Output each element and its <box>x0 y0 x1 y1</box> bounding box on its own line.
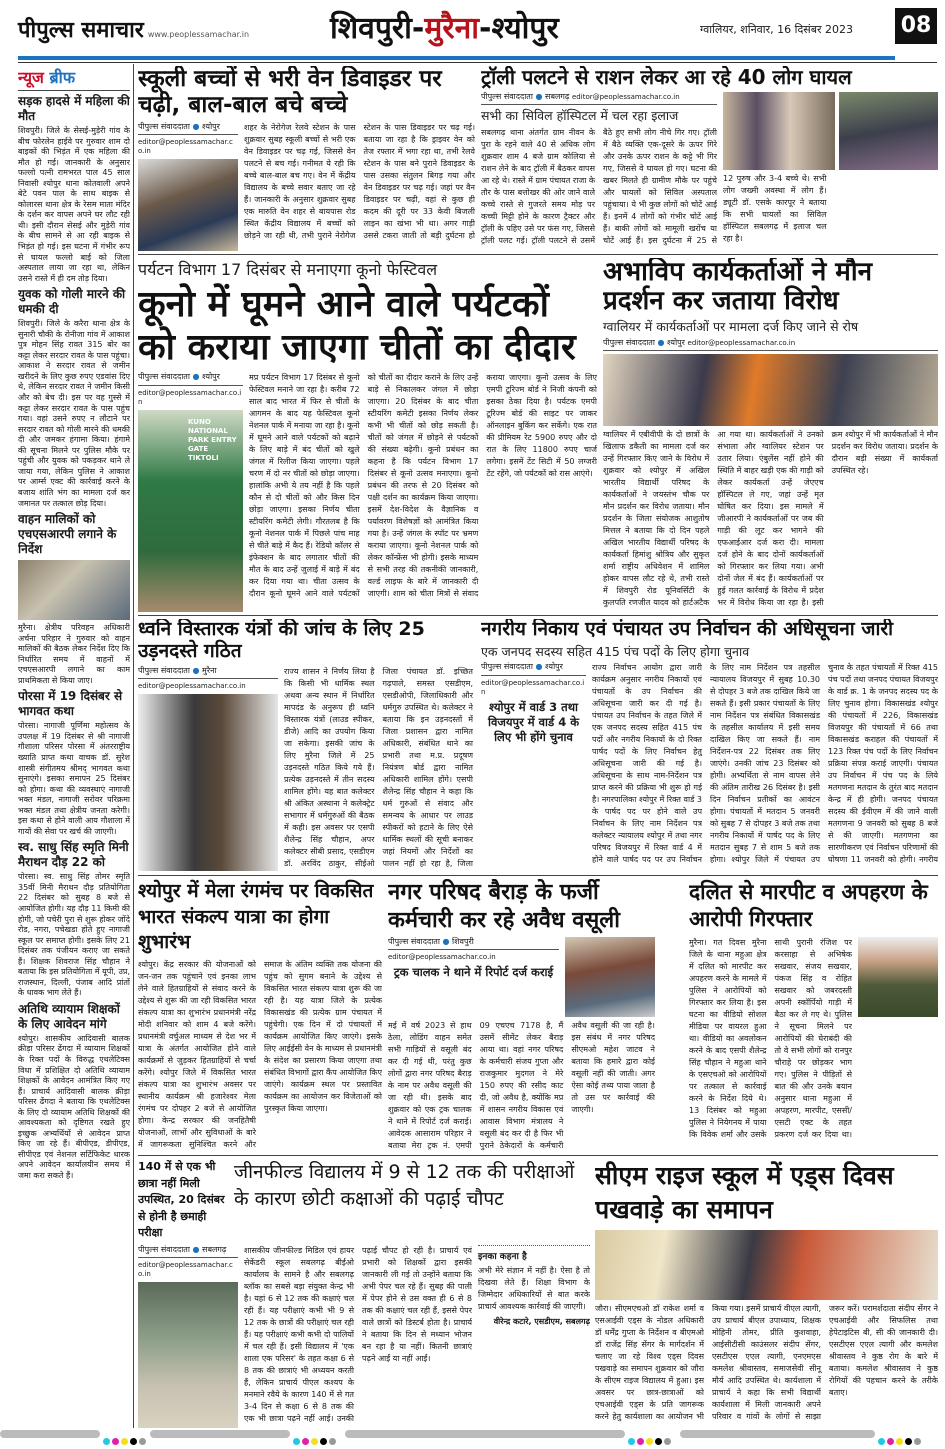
meeting-photo <box>18 560 130 620</box>
header-rule-thin <box>18 62 937 63</box>
website-url[interactable]: www.peoplessamachar.in <box>147 30 250 39</box>
story-body: जौरा। सीएमएचओ डॉ राकेश शर्मा व एसआईवी एड्स के नोडल अधिकारी डॉ धर्मेंद्र गुप्ता के निर्देशन व बीएमओ डॉ राजेंद्र सिंह सेंगर के मार्गदर्शन में चलाए जा रहे विश्व एड्स दिवस पखवाड़े का समापन शुक्रवार को जौरा के सीएम राइज विद्यालय में हुआ। इस अवसर पर छात्र-छात्राओं को एचआईवी एड्स के प्रति जागरूक करने हेतु कार्यशाला का आयोजन भी किया गया। इसमें प्राचार्य वीएल त्यागी, उप प्राचार्य बीएल उपाध्याय, शिक्षक मोहिनी तोमर, प्रीति कुशवाहा, आईसीटीसी काउंसलर संदीप सेंगर, एसटीएस एएल त्यागी, एनएमएस कमलेश श्रीवास्तव, समाजसेवी सीनू मौर्य आदि उपस्थित थे। कार्यशाला में प्राचार्य ने कहा कि सभी विद्यार्थी कार्यशाला में मिली जानकारी अपने परिवार व गांवों के लोगों से साझा जरूर करें। परामर्शदाता संदीप सेंगर ने एचआईवी और सिफलिस तथा हेपेटाइटिस बी, सी की जानकारी दी। एसटीएस एएल त्यागी और कमलेश श्रीवास्तव ने कुष्ठ रोग के बारे में बताया। कमलेश श्रीवास्तव ने कुष्ठ रोगियों की पहचान करने के तरीके बताए। <box>595 1303 938 1421</box>
registration-bar <box>150 1430 290 1438</box>
email[interactable]: editor@peoplessamachar.co.in <box>138 388 242 406</box>
story-body: मई में वर्ष 2023 से हाथ ठेला, लोडिंग वाहन समेत सभी गाड़ियों से वसूली बंद कर दी गई थी, परंतु कुछ लोगों द्वारा नगर परिषद बैराड़ के नाम पर अवैध वसूली की जा रही थी। इसके बाद शुक्रवार को एक ट्रक चालक ने थाने में रिपोर्ट दर्ज कराई। आवेदक आसाराम परिहार ने बताया मेरा ट्रक नं. एमपी 09 एचएच 7178 है, मैं उसमें सीमेंट लेकर बैराड़ आया था। वहां नगर परिषद के कर्मचारी संजय गुप्ता और राजकुमार मुदगल ने मेरे 150 रुपए की रसीद काट दी, जो अवैध है, क्योंकि मप्र में शासन नगरीय विकास एवं आवास विभाग मंत्रालय ने वसूली बंद कर दी है फिर भी पुराने ठेकेदारों के कर्मचारी अवैध वसूली की जा रही है। इस संबंध में नगर परिषद सीएमओ महेश जाटव ने बताया कि हमारे द्वारा कोई वसूली नहीं की जाती। अगर ऐसा कोई तथ्य पाया जाता है तो उस पर कार्रवाई की जाएगी। <box>388 1021 655 1150</box>
jeanfield-sidebar: 140 में से एक भी छात्रा नहीं मिली उपस्थित, 20 दिसंबर से होनी है छमाही परीक्षा <box>138 1160 225 1239</box>
story-body: श्योपुर। केंद्र सरकार की योजनाओं को जन-जन तक पहुंचाने एवं इनका लाभ लेने वाले हितग्राहियों से संवाद करने के उद्देश्य से शुरू की जा रही विकसित भारत संकल्प यात्रा का शुभारंभ प्रधानमंत्री नरेंद्र मोदी शनिवार को शाम 4 बजे करेंगे। प्रधानमंत्री वर्चुअल माध्यम से देश भर में यात्रा के अंतर्गत आयोजित होने वाले कार्यक्रमों से जुड़कर हितग्राहियों से चर्चा करेंगे। श्योपुर जिले में विकसित भारत संकल्प यात्रा का शुभारंभ अवसर पर स्थानीय कार्यक्रम श्री हजारेश्वर मेला रंगमंच पर दोपहर 2 बजे से आयोजित होगा। केन्द्र सरकार की जनहितैषी योजनाओं, लाभों और सुविधाओं के बारे में जागरूकता सुनिश्चित करने और समाज के अंतिम व्यक्ति तक योजना की पहुंच को सुगम बनाने के उद्देश्य से विकसित भारत संकल्प यात्रा शुरू की जा रही है। यह यात्रा जिले के प्रत्येक विकासखंड की प्रत्येक ग्राम पंचायत में पहुंचेगी। एक दिन में दो पंचायतों में कार्यक्रम आयोजित किए जाएंगे। इसके लिए आईईसी वेन के माध्यम से प्रधानमंत्री के संदेश का प्रसारण किया जाएगा तथा संबंधित विभागों द्वारा कैंप आयोजित किए जाएंगे। कार्यक्रम स्थल पर प्रस्तावित कार्यक्रम का आयोजन कर विजेताओं को पुरस्कृत किया जाएगा। <box>138 959 382 1149</box>
dateline: ग्वालियर, शनिवार, 16 दिसंबर 2023 <box>700 23 854 36</box>
divider <box>138 1155 938 1156</box>
story-body: शासकीय जीनफील्ड मिडिल एवं हायर सेकेंडरी स्कूल सबलगढ़ बीईओ कार्यालय के सामने है और सबलगढ़ ब्लॉक का सबसे बड़ा संयुक्त केन्द्र भी है। यहां 6 से 12 तक की कक्षाएं चल रही हैं। यह परीक्षाएं कभी भी 9 से 12 तक के छात्रों की परीक्षाएं चल रही हैं। यह परीक्षाएं कभी कभी दो पालियों में चल रही हैं। इसी विद्यालय में 'एक शाला एक परिसर' के तहत कक्षा 6 से 8 तक की छात्राएं भी अध्ययन करती हैं, लेकिन प्राचार्य पीएल कश्यप के मनमाने रवैये के कारण 140 में से गत 3-4 दिन से कक्षा 6 से 8 तक की एक भी छात्रा पढ़ने नहीं आई। उनकी पढ़ाई चौपट हो रही है। प्राचार्य एवं प्रभारी को शिक्षकों द्वारा इसकी जानकारी ली गई तो उन्होंने बताया कि अभी पेपर चल रहे हैं। सुबह की पाली में पेपर होने से उस वक्त ही 6 से 8 तक की कक्षाएं चल रही हैं, इससे पेपर वाले छात्रों को डिस्टर्ब होता है। प्राचार्य ने बताया कि दिन से मध्यान भोजन बन रहा है या नहीं। कितनी छात्राएं पढ़ने आईं या नहीं आईं। <box>244 1245 472 1423</box>
photo-caption: 12 पुरुष और 3-4 बच्चे थे। सभी लोग जख्मी अवस्था में लोग हैं। ड्यूटी डॉ. एसके कारपूर ने बताया कि सभी घायलों का सिविल हॉस्पिटल सबलगढ़ में इलाज चल रहा है। <box>723 174 827 243</box>
column-rule <box>133 64 134 1428</box>
brief-item: स्व. साधु सिंह स्मृति मिनी मैराथन दौड़ 22 को पोरसा। स्व. साधु सिंह तोमर स्मृति 35वीं मिनी मैराथन दौड़ प्रतियोगिता 22 दिसंबर को सुबह 8 बजे से आयोजित होगी। यह दौड़ 11 किमी की होगी, जो पचेरी पुरा से शुरू होकर जोंदे रोड, नगरा, पचेखडा होते हुए नागाजी स्कूल पर समाप्त होगी। इसके लिए 21 दिसंबर तक पंजीयन कराए जा सकते हैं। शिक्षक शिवराज सिंह चौहान ने बताया कि इस प्रतियोगिता में यूपी, उप्र, राजस्थान, दिल्ली, पंजाब आदि प्रांतों के धावक भाग लेते हैं। <box>18 840 130 998</box>
headline: स्कूली बच्चों से भरी वेन डिवाइडर पर चढ़ी, बाल-बाल बचे बच्चे <box>138 66 442 119</box>
byline: पीपुल्स संवाददाता ● श्योपुर <box>138 122 238 135</box>
story-body: मप्र पर्यटन विभाग 17 दिसंबर से कूनो फेस्टिवल मनाने जा रहा है। करीब 72 साल बाद भारत में फिर से चीतों के आगमन के बाद यह फेस्टिवल कूनो नेशनल पार्क में मनाया जा रहा है। कूनो में घूमने आने वाले पर्यटकों को बढ़ाने के लिए बाड़े में बंद चीतों को खुले जंगल में रिलीज किया जाएगा। पहले चरण में दो नर चीतों को छोड़ा जाएगा। हालांकि अभी ये तय नहीं है कि पहले कौन से दो चीतों को और किस दिन छोड़ा जाएगा। इसका निर्णय चीता स्टीयरिंग कमेटी लेगी। गौरतलब है कि कूनो नेशनल पार्क में पिछले पांच माह से चीते बाड़े में कैद हैं। रेडियो कॉलर से इंफेक्शन के बाद लगातार चीतों की मौत के बाद उन्हें जुलाई में बाड़े में बंद कर दिया गया था। चीता उत्सव के दौरान कूनो घूमने आने वाले पर्यटकों को चीतों का दीदार कराने के लिए उन्हें बाड़े से निकालकर जंगल में छोड़ा जाएगा। 20 दिसंबर के बाद चीता स्टीयरिंग कमेटी इसका निर्णय लेकर कभी भी चीतों को छोड़ सकती है। चीतों को जंगल में छोड़ने से पर्यटकों की संख्या बढ़ेगी। कूनो प्रबंधन का कहना है कि पर्यटन विभाग 17 दिसंबर से कूनो उत्सव मनाएगा। कूनो प्रबंधन की तरफ से 20 दिसंबर को पक्षी दर्शन का कार्यक्रम किया जाएगा। इसमें देश-विदेश के वैज्ञानिक व पर्यावरण विशेषज्ञों को आमंत्रित किया गया है। उन्हें जंगल के स्पॉट पर भ्रमण कराया जाएगा। कूनो नेशनल पार्क को लेकर कॉन्फ्रेंस भी होगी। इसके माध्यम से सभी तरह की तकनीकी जानकारी, वर्ल्ड लाइफ के बारे में जानकारी दी जाएगी। शाम को चीता मित्रों से संवाद कराया जाएगा। कूनो उत्सव के लिए एमपी टूरिज्म बोर्ड ने निजी कंपनी को इसका ठेका दिया है। पर्यटक एमपी टूरिज्म बोर्ड की साइट पर जाकर ऑनलाइन बुकिंग कर सकेंगे। एक रात की प्रीमियम रेट 5900 रुपए और दो रात के लिए 11800 रुपए चार्ज लगेगा। इसमें टेंट सिटी में 50 लग्जरी टेंट रहेंगे, जो पर्यटकों को रास आएंगे। <box>249 373 597 599</box>
quote-author: वीरेन्द्र कटारे, एसडीएम, सबलगढ़ <box>493 1316 590 1326</box>
van-story <box>138 66 475 251</box>
bairad-story <box>388 879 655 1152</box>
dhvani-headline: ध्वनि विस्तारक यंत्रों की जांच के लिए 25 उड़नदस्ते गठित <box>138 619 425 662</box>
trolley-subhead: सभी का सिविल हॉस्पिटल में चल रहा इलाज <box>481 108 679 124</box>
news-brief-column <box>18 66 130 1426</box>
bairad-headline: नगर परिषद बैराड़ के फर्जी कर्मचारी कर रहे अवैध वसूली <box>388 880 620 933</box>
mela-headline: श्योपुर में मेला रंगमंच पर विकसित भारत संकल्प यात्रा का होगा शुभारंभ <box>138 880 374 954</box>
registration-bar <box>0 1430 100 1438</box>
kuno-kicker: पर्यटन विभाग 17 दिसंबर से मनाएगा कूनो फेस्टिवल <box>138 260 438 279</box>
story-body: मुरैना। गत दिवस मुरैना जिले के थाना महुआ क्षेत्र में दलित को मारपीट कर अपहरण करने के मामले में पुलिस ने आरोपियों को गिरफ्तार कर लिया है। इस घटना का वीडियो सोशल मीडिया पर वायरल हुआ था। वीडियो का अवलोकन करने के बाद एसपी शैलेन्द्र सिंह चौहान ने महुआ थाने के एसएचओ को आरोपियों पर तत्काल से कार्रवाई करने के निर्देश दिये थे। 13 दिसंबर को महुआ पुलिस ने नियेगनय में पाया कि विवेक शर्मा और उसके साथी पुरानी रंजिश पर करसाहा से अभिषेक सखवार, संजय सखवार, पंकज सिंह व रोहित सखवार को जबरदस्ती अपनी स्कॉर्पियो गाड़ी में बैठा कर ले गए थे। पुलिस ने सूचना मिलने पर आरोपियों की घेराबंदी की तो वे सभी लोगों को रानपुर चौराहे पर छोड़कर भाग गए। पुलिस ने पीड़ितों से बात की और उनके बयान अनुसार थाना महुआ में अपहरण, मारपीट, एससी/एसटी एक्ट के तहत प्रकरण दर्ज कर दिया था। <box>689 937 852 1139</box>
trolley-story <box>481 66 938 251</box>
byline: पीपुल्स संवाददाता ● शिवपुरी <box>388 937 559 950</box>
abvp-subhead: ग्वालियर में कार्यकर्ताओं पर मामला दर्ज किए जाने से रोष <box>603 319 859 335</box>
kuno-headline: कूनो में घूमने आने वाले पर्यटकों को कराया जाएगा चीतों का दीदार <box>138 284 576 369</box>
story-body: शहर के नेरोगेज रेलवे स्टेशन के पास शुक्रवार सुबह स्कूली बच्चों से भरी एक वेन डिवाइडर पर चढ़ गई, जिससे वेन पलटने से बच गई। गनीमत ये रही कि बच्चे बाल-बाल बच गए। वेन में केंद्रीय विद्यालय के बच्चे सवार बताए जा रहे हैं। जानकारी के अनुसार शुक्रवार सुबह एक मारुति वेन शहर से बायपास रोड स्थित केंद्रीय विद्यालय में बच्चों को छोड़ने जा रही थी, तभी पुराने नेरोगेज स्टेशन के पास डिवाइडर पर चढ़ गई। बताया जा रहा है कि ड्राइवर वेन को तेज रफ्तार में भगा रहा था, तभी रेलवे स्टेशन के पास बने पुराने डिवाइडर के पास उसका संतुलन बिगड़ गया और वेन डिवाइडर पर चढ़ गई। जहां पर वैन डिवाइडर पर चढ़ी, वहां से कुछ ही कदम की दूरी पर 33 केवी बिजली लाइन का खंभा भी था। अगर गाड़ी उससे टकरा जाती तो बड़ी दुर्घटना हो <box>244 122 475 240</box>
school-photo <box>138 1282 238 1428</box>
email[interactable]: editor@peoplessamachar.co.in <box>138 1260 233 1278</box>
news-brief-label: न्यूज ब्रीफ <box>18 66 130 91</box>
brief-item: युवक को गोली मारने की धमकी दी शिवपुरी। जिले के करैरा थाना क्षेत्र के सुनारी चौकी के रोनीजा गांव में आकाश पुत्र मोहन सिंह रावत 315 बोर का कट्टा लेकर सरदार रावत के पास पहुंचा। आकाश ने सरदार रावत से जमीन खरीदने के लिए कुछ रुपए एडवांस दिए थे, लेकिन सरदार रावत ने जमीन किसी और को बेच दी। इस पर वह गुस्से में कट्टा लेकर सरदार रावत के पास पहुंच गया। वहां उसने रुपए न लौटाने पर सरदार रावत को गोली मारने की धमकी दी और जमकर हंगामा किया। हंगामे की सूचना मिलने पर पुलिस मौके पर पहुंची और युवक को पकड़कर थाने ले जाया गया, लेकिन पुलिस ने आकाश पर आर्म्स एक्ट की कार्रवाई करने के बजाय शांति भंग का मामला दर्ज कर जमानत पर तत्काल छोड़ दिया। <box>18 287 130 508</box>
registration-bar <box>680 1430 875 1438</box>
story-body: राज्य शासन ने निर्णय लिया है कि किसी भी धार्मिक स्थल अथवा अन्य स्थान में निर्धारित मापदंड के अनुरूप ही ध्वनि विस्तारक यंत्रों (लाउड स्पीकर, डीजे) आदि का उपयोग किया जा सकेगा। इसकी जांच के लिए मुरैना जिले में 25 उड़नदस्ते गठित किये गये हैं। प्रत्येक उड़नदस्ते में तीन सदस्य शामिल होंगे। यह बात कलेक्टर श्री अंकित अस्थाना ने कलेक्ट्रेट सभागार में धर्मगुरुओं की बैठक में कही। इस अवसर पर एसपी शैलेन्द्र सिंह चौहान, अपर कलेक्टर सीबी प्रसाद, एसडीएम डॉ. अरविंद ठाकुर, सीईओ जिला पंचायत डॉ. इच्छित गढ़पाले, समस्त एसडीएम, एसडीओपी, जिलाधिकारी और धर्मगुरु उपस्थित थे। कलेक्टर ने बताया कि इन उड़नदस्तों में जिला प्रशासन द्वारा नामित अधिकारी, संबंधित थाने का प्रभारी तथा म.प्र. प्रदूषण नियंत्रण बोर्ड द्वारा नामित अधिकारी शामिल होंगे। एसपी शैलेन्द्र सिंह चौहान ने कहा कि धर्म गुरुओं से संवाद और समन्वय के आधार पर लाउड स्पीकरों को हटाने के लिए ऐसे धार्मिक स्थलों की सूची बनाकर जहां नियमों और निर्देशों का पालन नहीं हो रहा है, जिला <box>284 666 473 868</box>
email[interactable]: editor@peoplessamachar.co.in <box>388 953 496 962</box>
nagriya-subhead: एक जनपद सदस्य सहित 415 पंच पदों के लिए होगा चुनाव <box>481 643 750 659</box>
registration-bar <box>345 1430 625 1438</box>
kuno-gate-photo: KUNO NATIONAL PARK ENTRY GATE TIKTOLI <box>138 410 243 612</box>
divider <box>138 615 938 616</box>
nagriya-story <box>481 619 938 871</box>
newspaper-logo: पीपुल्स समाचार www.peoplessamachar.in <box>18 18 250 43</box>
email[interactable]: editor@peoplessamachar.co.in <box>138 682 246 691</box>
bairad-callout: ट्रक चालक ने थाने में रिपोर्ट दर्ज कराई <box>393 965 554 980</box>
color-registration-marks <box>878 1430 938 1438</box>
brief-item: पोरसा में 19 दिसंबर से भागवत कथा पोरसा। नागाजी पूर्णिमा महोत्सव के उपलक्ष में 19 दिसंबर से श्री नागाजी गौशाला परिसर पोरसा में अंतरराष्ट्रीय ख्याति प्राप्त कथा वाचक डॉ. सुरेश शास्त्री संगीतमय श्रीमद् भागवत कथा सुनाएंगे। इसका समापन 25 दिसंबर को होगा। कथा की व्यवस्थाएं नागाजी भक्त मंडल, नागाजी सरोवर परिक्रमा भक्त मंडल तथा क्षेत्रीय जनता करेगी। इस कथा से होने वाली आय गौशाला में गायों की सेवा पर खर्च की जाएगी। <box>18 689 130 836</box>
abvp-story <box>603 258 938 612</box>
divider <box>138 875 938 876</box>
brief-item: वाहन मालिकों को एचएसआरपी लगाने के निर्देश मुरैना। क्षेत्रीय परिवहन अधिकारी अर्चना परिहार ने गुरुवार को वाहन मालिकों की बैठक लेकर निर्देश दिए कि निर्धारित समय में वाहनों में एचएसआरपी लगाने का काम प्राथमिकता से किया जाए। <box>18 512 130 685</box>
hospital-photo <box>723 92 835 170</box>
byline: पीपुल्स संवाददाता ● श्योपुर editor@peoplessamachar.co.in <box>603 338 938 351</box>
truck-driver-photo <box>565 937 655 1017</box>
email[interactable]: editor@peoplessamachar.co.in <box>572 93 680 101</box>
overturned-trolley-photo <box>839 92 938 170</box>
quote-title: इनका कहना है <box>478 1251 527 1262</box>
byline: पीपुल्स संवाददाता ● श्योपुर <box>481 662 586 675</box>
dhvani-story <box>138 619 473 871</box>
meeting-photo <box>138 694 278 871</box>
jeanfield-story <box>138 1159 590 1428</box>
story-body: ग्वालियर में एबीवीपी के दो छात्रों के खिलाफ डकैती का मामला दर्ज कर उन्हें गिरफ्तार किए जाने के विरोध में शुक्रवार को श्योपुर में अखिल भारतीय विद्यार्थी परिषद के कार्यकर्ताओं ने जयस्तंभ चौक पर मौन प्रदर्शन कर विरोध जताया। मौन प्रदर्शन के जिला संयोजक आशुतोष मित्तल ने बताया कि दो दिन पहले अखिल भारतीय विद्यार्थी परिषद के कार्यकर्ता हिमांशु श्रोत्रिय और सुकृत शर्मा राष्ट्रीय अधिवेशन में शामिल होकर वापस लौट रहे थे, तभी रास्ते में शिवपुरी रोड यूनिवर्सिटी के कुलपति रणजीत यादव को हार्टअटैक आ गया था। कार्यकर्ताओं ने उनको संभाला और ग्वालियर स्टेशन पर उतार लिया। एंबुलेंस नहीं होने की स्थिति में बाहर खड़ी एक की गाड़ी को लेकर कार्यकर्ता उन्हें जेएएच हॉस्पिटल ले गए, जहां उन्हें मृत घोषित कर दिया। इस मामले में जीआरपी ने कार्यकर्ताओं पर जब की गाड़ी की लूट कर भागने की एफआईआर दर्ज करा दी। मामला दर्ज होने के बाद दोनों कार्यकर्ताओं को गिरफ्तार कर लिया गया। अभी दोनों जेल में बंद हैं। कार्यकर्ताओं पर हुई गलत कार्रवाई के विरोध में प्रदेश भर में विरोध किया जा रहा है। इसी क्रम श्योपुर में भी कार्यकर्ताओं ने मौन प्रदर्शन कर विरोध जताया। प्रदर्शन के दौरान बड़ी संख्या में कार्यकर्ता उपस्थित रहे। <box>603 430 938 608</box>
brief-item: सड़क हादसे में महिला की मौत शिवपुरी। जिले के सेसई-मुड़ेरी गांव के बीच फोरलेन हाईवे पर गुरुवार शाम दो बाइकों की भिड़ंत में एक महिला की मौत हो गई। जानकारी के अनुसार फल्लो पत्नी रामभरत पाल 45 साल निवासी श्योपुर थाना कोतवाली अपने बेटे पवन पाल के साथ बाइक से कोलारस थाना क्षेत्र के रेसम माता मंदिर के दर्शन कर वापस अपने घर लौट रही थी। इसी दौरान सेसई और मुड़ेरी गांव के बीच सामने से आ रही बाइक से भिड़ंत हो गई। इस घटना में गंभीर रूप से घायल फल्लो बाई को जिला अस्पताल लाया जा रहा था, लेकिन उसने रास्ते में ही दम तोड़ दिया। <box>18 94 130 283</box>
story-body: सबलगढ़ थाना अंतर्गत ग्राम नीवन के पुरा के रहने वाले 40 से अधिक लोग शुक्रवार शाम 4 बजे ग्राम कोलिया से राशन लेने के बाद ट्रॉली में बैठकर वापस आ रहे थे। रास्ते में ग्राम पंचायत राजा के तौर के पास बत्तोखर की ओर जाने वाले कच्चे रास्ते से गुजरते समय मोड़ पर कच्ची मिट्टी होने के कारण ट्रैक्टर और ट्रॉली के पहिए उसे पर फंस गए, जिससे ट्रॉली पलट गई। ट्रॉली पलटने से उसमें बैठे हुए सभी लोग नीचे गिर गए। ट्रॉली में बैठे व्यक्ति एक-दूसरे के ऊपर गिरे और उनके ऊपर राशन के कट्टे भी गिर गए, जिससे वे घायल हो गए। घटना की खबर मिलते ही ग्रामीण मौके पर पहुंचे और घायलों को सिविल अस्पताल पहुंचाया। ये भी कुछ लोगों को चोटें आई हैं। इनमें 4 लोगों को गंभीर चोटें आई हैं। बाकी लोगों को मामूली खरोंच या चोटें आई हैं। इस दुर्घटना में 25 से <box>481 128 717 246</box>
nagriya-callout: श्योपुर में वार्ड 3 तथा विजयपुर में वार्ड 4 के लिए भी होंगे चुनाव <box>487 700 580 744</box>
page-number: 08 <box>895 8 937 44</box>
jeanfield-headline: जीनफील्ड विद्यालय में 9 से 12 तक की परीक्षाओं के कारण छोटी कक्षाओं की पढ़ाई चौपट <box>234 1161 575 1210</box>
byline: पीपुल्स संवाददाता ● सबलगढ़ editor@peoplessamachar.co.in <box>481 92 717 105</box>
quote-body: अभी मेरे संज्ञान में नहीं है। ऐसा है तो दिखवा लेते हैं। शिक्षा विभाग के जिम्मेदार अधिकारियों से बात करके प्राचार्य आवश्यक कार्रवाई की जाएगी। <box>478 1265 590 1311</box>
mela-story <box>138 879 382 1152</box>
byline: पीपुल्स संवाददाता ● मुरैना <box>138 666 278 679</box>
abvp-headline: अभाविप कार्यकर्ताओं ने मौन प्रदर्शन कर जताया विरोध <box>603 258 873 317</box>
workshop-photo <box>595 1230 938 1300</box>
dalit-story <box>689 879 938 1152</box>
brief-item: अतिथि व्यायाम शिक्षकों के लिए आवेदन मांगे श्योपुर। शासकीय आदिवासी बालक क्रीड़ा परिसर ढेंगदा में व्यायाम शिक्षकों के रिक्त पदों के विरुद्ध एथलेटिक्स विधा में प्रशिक्षित दो अतिथि व्यायाम शिक्षकों के आवेदन आमंत्रित किए गए हैं। प्राचार्य आदिवासी बालक क्रीड़ा परिसर ढेंगदा ने बताया कि एथलेटिक्स के लिए दो व्यायाम अतिथि शिक्षकों की आवश्यकता को दृष्टिगत रखते हुए इच्छुक अभ्यर्थियों से आवेदन प्राप्त किए जा रहे हैं। बीपीएड, डीपीएड, सीपीएड एवं नेशनल सर्टिफिकेट धारक अपने आवेदन कार्यालयीन समय में जमा करा सकते हैं। <box>18 1001 130 1181</box>
byline: पीपुल्स संवाददाता ● सबलगढ़ <box>138 1245 238 1258</box>
kuno-story <box>138 258 597 612</box>
color-registration-marks <box>293 1430 343 1438</box>
quote-box <box>478 1245 590 1429</box>
protest-photo <box>603 354 938 426</box>
trolley-headline: ट्रॉली पलटने से राशन लेकर आ रहे 40 लोग घायल <box>481 66 852 89</box>
email[interactable]: editor@peoplessamachar.co.in <box>138 138 233 156</box>
byline: पीपुल्स संवाददाता ● श्योपुर <box>138 372 243 385</box>
cmrise-headline: सीएम राइज स्कूल में एड्स दिवस पखवाड़े का समापन <box>595 1161 894 1224</box>
header-rule <box>18 56 895 60</box>
story-body: राज्य निर्वाचन आयोग द्वारा जारी कार्यक्रम अनुसार नगरीय निकायों एवं पंचायतों के उप निर्वाचन की अधिसूचना जारी कर दी गई है। पंचायत उप निर्वाचन के तहत जिले में एक जनपद सदस्य सहित 415 पंच पदों और नगरीय निकायों के दो रिक्त पार्षद पदों के लिए निर्वाचन हेतु अधिसूचना जारी की गई है। अधिसूचना के साथ नाम-निर्देशन पत्र प्राप्त करने की प्रक्रिया भी शुरू हो गई है। नगरपालिका श्योपुर में रिक्त वार्ड 3 के पार्षद पद पर होने वाले उप निर्वाचन के लिए नाम निर्देशन पत्र कलेक्टर न्यायालय श्योपुर में तथा नगर परिषद विजयपुर में रिक्त वार्ड 4 में होने वाले पार्षद पद पर उप निर्वाचन के लिए नाम निर्देशन पत्र तहसील न्यायालय विजयपुर में सुबह 10.30 से दोपहर 3 बजे तक दाखिल किये जा सकते हैं। इसी प्रकार पंचायतों के लिए नाम निर्देशन पत्र संबंधित विकासखंड के तहसील कार्यालय में इसी समय दाखिल किए जा सकते हैं। नाम निर्देशन-पत्र 22 दिसंबर तक लिए जाएंगे। उनकी जांच 23 दिसंबर को होगी। अभ्यर्थिता से नाम वापस लेने की अंतिम तारीख 26 दिसंबर है। इसी दिन निर्वाचन प्रतीकों का आवंटन होगा। पंचायतों में मतदान 5 जनवरी को सुबह 7 से दोपहर 3 बजे तक तथा नगरीय निकायों में पार्षद पद के लिए मतदान सुबह 7 से शाम 5 बजे तक होगा। श्योपुर जिले में पंचायत उप चुनाव के तहत पंचायतों में रिक्त 415 पंच पदों तथा जनपद पंचायत विजयपुर के वार्ड क्र. 1 के जनपद सदस्य पद के लिए चुनाव होगा। विकासखंड श्योपुर की पंचायतों में 226, विकासखंड विजयपुर की पंचायतों में 66 तथा विकासखंड कराहल की पंचायतों में 123 रिक्त पंच पदों के लिए निर्वाचन प्रक्रिया संपन्न कराई जाएगी। पंचायत उप निर्वाचन में पंच पद के लिये मतगणना मतदान के तुरंत बाद मतदान केन्द्र में ही होगी। जनपद पंचायत सदस्य की ईवीएम में की जाने वाली मतगणना 9 जनवरी को सुबह 8 बजे से की जाएगी। मतगणना का सारणीकरण एवं निर्वाचन परिणामों की घोषणा 11 जनवरी को होगी। नगरीय <box>592 663 938 865</box>
dalit-headline: दलित से मारपीट व अपहरण के आरोपी गिरफ्तार <box>689 880 928 932</box>
color-registration-marks <box>103 1430 153 1438</box>
color-registration-marks <box>628 1430 678 1438</box>
cmrise-story <box>595 1159 938 1428</box>
divider <box>138 254 938 255</box>
email[interactable]: editor@peoplessamachar.co.in <box>481 678 585 696</box>
nagriya-headline: नगरीय निकाय एवं पंचायत उप निर्वाचन की अधिसूचना जारी <box>481 619 894 640</box>
email[interactable]: editor@peoplessamachar.co.in <box>687 338 796 347</box>
police-officer-photo <box>858 937 938 1017</box>
edition-title: शिवपुरी-मुरैना-श्योपुर <box>330 11 559 46</box>
van-photo <box>138 159 238 251</box>
